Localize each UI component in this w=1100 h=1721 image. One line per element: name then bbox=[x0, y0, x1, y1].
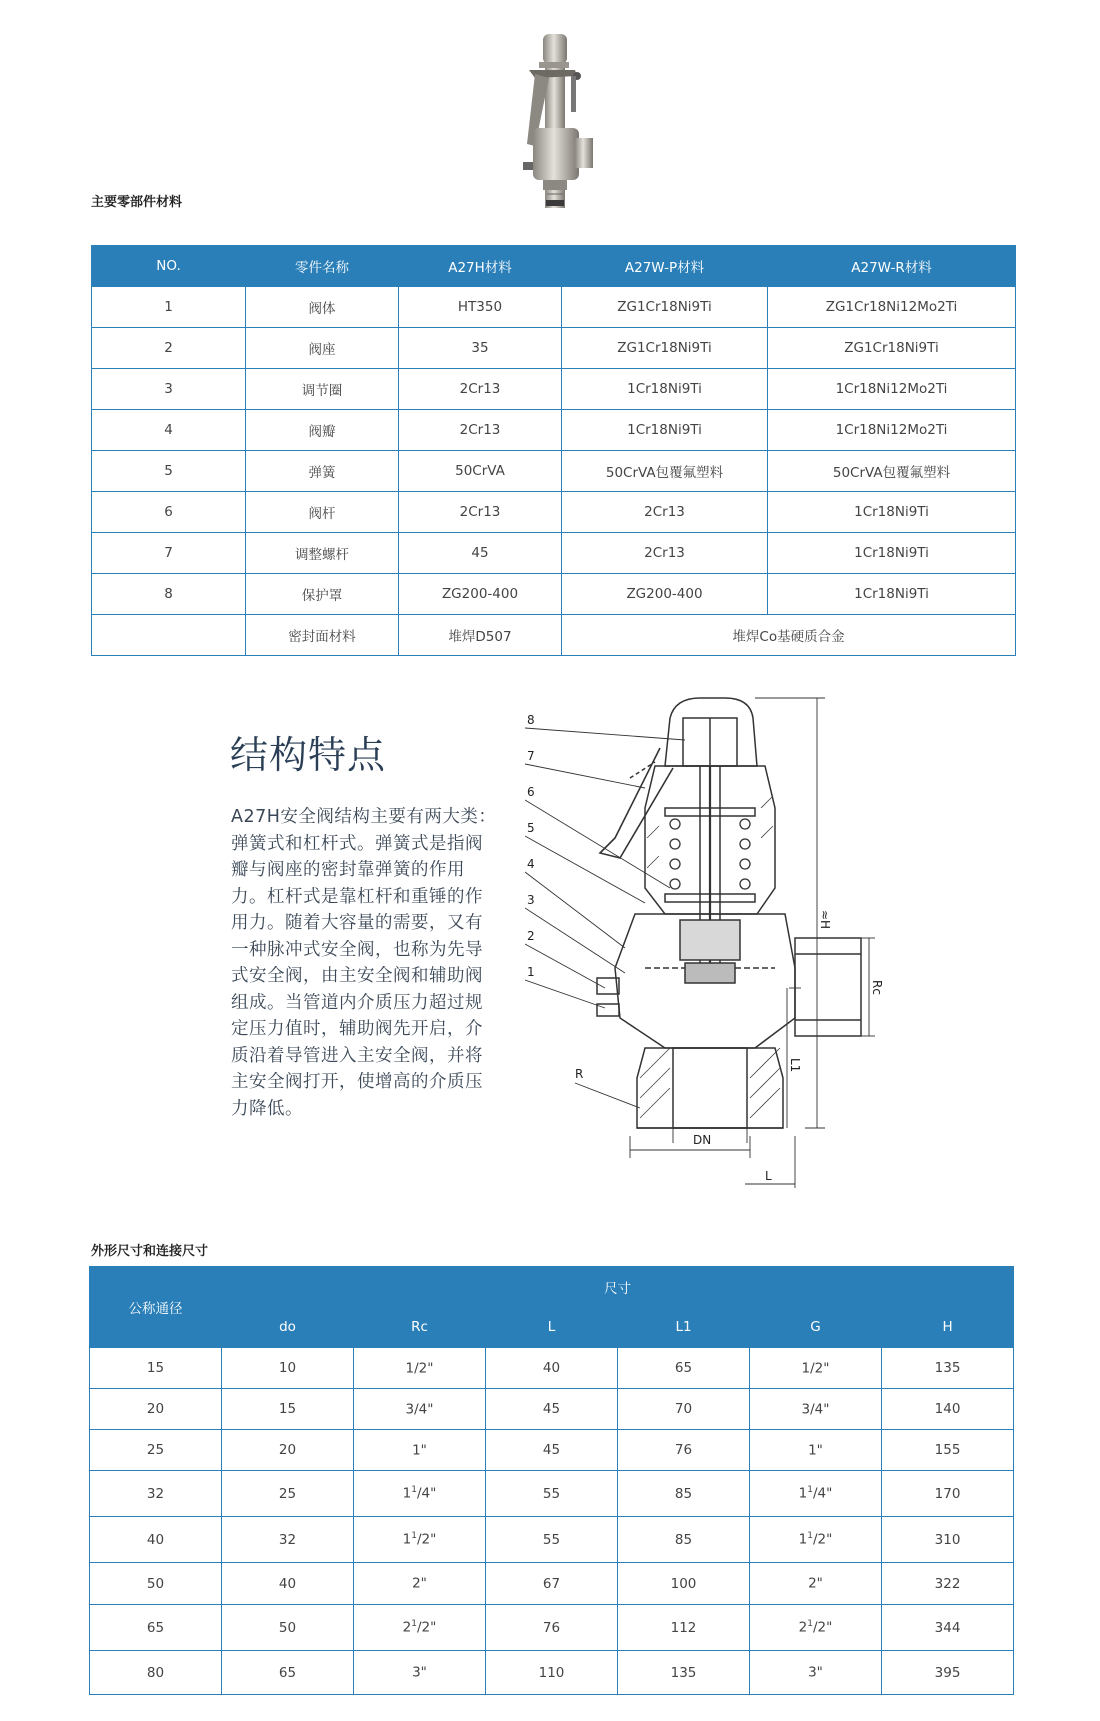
features-line: 一种脉冲式安全阀，也称为先导 bbox=[231, 939, 483, 960]
cell: 45 bbox=[399, 533, 562, 574]
cell: 55 bbox=[486, 1517, 618, 1563]
cell: 1Cr18Ni9Ti bbox=[768, 574, 1016, 615]
valve-cross-section-diagram bbox=[525, 688, 915, 1188]
cell: 76 bbox=[486, 1605, 618, 1651]
cell: 3/4" bbox=[354, 1389, 486, 1430]
features-line: 用力。随着大容量的需要，又有 bbox=[231, 913, 483, 933]
table-row bbox=[92, 287, 1016, 328]
cell: 2Cr13 bbox=[562, 492, 768, 533]
cell: 2Cr13 bbox=[399, 410, 562, 451]
col-header-l1: L1 bbox=[618, 1307, 750, 1348]
features-line: A27H安全阀结构主要有两大类： bbox=[231, 807, 497, 827]
cell: 50CrVA bbox=[399, 451, 562, 492]
cell: 阀座 bbox=[246, 328, 399, 369]
col-header-a27w-r: A27W-R材料 bbox=[768, 246, 1016, 287]
features-line: 主安全阀打开，使增高的介质压 bbox=[231, 1072, 483, 1092]
cell: 弹簧 bbox=[246, 451, 399, 492]
cell: 20 bbox=[222, 1430, 354, 1471]
cell: 395 bbox=[882, 1651, 1014, 1695]
cell: ZG1Cr18Ni9Ti bbox=[768, 328, 1016, 369]
cell: 阀瓣 bbox=[246, 410, 399, 451]
cell: 1Cr18Ni12Mo2Ti bbox=[768, 369, 1016, 410]
features-text bbox=[231, 804, 521, 1122]
part-number-label: 7 bbox=[527, 749, 535, 763]
cell: 1Cr18Ni9Ti bbox=[768, 533, 1016, 574]
cell: 5 bbox=[92, 451, 246, 492]
table-row bbox=[92, 451, 1016, 492]
cell: ZG1Cr18Ni12Mo2Ti bbox=[768, 287, 1016, 328]
cell: $2^1/2$" bbox=[354, 1605, 486, 1651]
cell: 2Cr13 bbox=[399, 492, 562, 533]
cell: 50 bbox=[222, 1605, 354, 1651]
cell: ZG1Cr18Ni9Ti bbox=[562, 328, 768, 369]
features-line: 质沿着导管进入主安全阀，并将 bbox=[231, 1045, 483, 1066]
cell: 1/2" bbox=[750, 1348, 882, 1389]
table-row bbox=[92, 533, 1016, 574]
cell: 堆焊D507 bbox=[399, 615, 562, 656]
col-header-do: do bbox=[222, 1307, 354, 1348]
features-title: 结构特点 bbox=[230, 733, 387, 777]
features-line: 组成。当管道内介质压力超过规 bbox=[231, 992, 483, 1013]
table-row bbox=[90, 1517, 1014, 1563]
cell: 45 bbox=[486, 1389, 618, 1430]
cell: 1Cr18Ni12Mo2Ti bbox=[768, 410, 1016, 451]
table-row bbox=[90, 1471, 1014, 1517]
cell: 55 bbox=[486, 1471, 618, 1517]
cell: $1^1/4$" bbox=[750, 1471, 882, 1517]
cell: 1Cr18Ni9Ti bbox=[562, 410, 768, 451]
cell: 7 bbox=[92, 533, 246, 574]
cell: 65 bbox=[618, 1348, 750, 1389]
cell: 2" bbox=[354, 1563, 486, 1605]
col-header-a27w-p: A27W-P材料 bbox=[562, 246, 768, 287]
cell: 32 bbox=[222, 1517, 354, 1563]
cell: $1^1/4$" bbox=[354, 1471, 486, 1517]
table-row bbox=[90, 1651, 1014, 1695]
cell: 110 bbox=[486, 1651, 618, 1695]
cell: 10 bbox=[222, 1348, 354, 1389]
cell: 1Cr18Ni9Ti bbox=[562, 369, 768, 410]
cell: 25 bbox=[222, 1471, 354, 1517]
cell: 65 bbox=[90, 1605, 222, 1651]
product-photo bbox=[505, 26, 605, 216]
dimensions-section-title: 外形尺寸和连接尺寸 bbox=[91, 1244, 209, 1259]
cell: 32 bbox=[90, 1471, 222, 1517]
cell: 67 bbox=[486, 1563, 618, 1605]
col-header-no: NO. bbox=[92, 246, 246, 287]
col-header-a27h: A27H材料 bbox=[399, 246, 562, 287]
cell: 2Cr13 bbox=[562, 533, 768, 574]
cell: 2 bbox=[92, 328, 246, 369]
cell: 135 bbox=[618, 1651, 750, 1695]
cell: $1^1/2$" bbox=[750, 1517, 882, 1563]
table-row-seal bbox=[92, 615, 1016, 656]
part-number-label: 5 bbox=[527, 821, 535, 835]
cell: ZG200-400 bbox=[399, 574, 562, 615]
cell: 85 bbox=[618, 1517, 750, 1563]
cell: 135 bbox=[882, 1348, 1014, 1389]
cell: 1 bbox=[92, 287, 246, 328]
cell: 50CrVA包覆氟塑料 bbox=[768, 451, 1016, 492]
cell: 170 bbox=[882, 1471, 1014, 1517]
cell: 140 bbox=[882, 1389, 1014, 1430]
cell: 50 bbox=[90, 1563, 222, 1605]
features-line: 瓣与阀座的密封靠弹簧的作用 bbox=[231, 860, 465, 880]
cell: 100 bbox=[618, 1563, 750, 1605]
cell: 40 bbox=[222, 1563, 354, 1605]
cell: 8 bbox=[92, 574, 246, 615]
cell: 50CrVA包覆氟塑料 bbox=[562, 451, 768, 492]
col-header-g: G bbox=[750, 1307, 882, 1348]
cell: 310 bbox=[882, 1517, 1014, 1563]
cell: 65 bbox=[222, 1651, 354, 1695]
cell: 6 bbox=[92, 492, 246, 533]
part-number-label: 8 bbox=[527, 713, 535, 727]
cell: 3" bbox=[750, 1651, 882, 1695]
features-line: 力。杠杆式是靠杠杆和重锤的作 bbox=[231, 886, 483, 907]
cell: 调节圈 bbox=[246, 369, 399, 410]
cell: 344 bbox=[882, 1605, 1014, 1651]
dim-label-r: R bbox=[575, 1067, 584, 1081]
cell: 1Cr18Ni9Ti bbox=[768, 492, 1016, 533]
dim-label-l: L bbox=[765, 1169, 772, 1183]
cell: 40 bbox=[90, 1517, 222, 1563]
part-number-label: 1 bbox=[527, 965, 535, 979]
cell: 15 bbox=[90, 1348, 222, 1389]
part-number-label: 6 bbox=[527, 785, 535, 799]
cell: $1^1/2$" bbox=[354, 1517, 486, 1563]
part-number-label: 3 bbox=[527, 893, 535, 907]
features-line: 力降低。 bbox=[231, 1098, 303, 1119]
cell: 15 bbox=[222, 1389, 354, 1430]
table-row bbox=[92, 574, 1016, 615]
materials-table bbox=[91, 245, 1016, 656]
cell: 45 bbox=[486, 1430, 618, 1471]
table-row bbox=[90, 1348, 1014, 1389]
col-header-part-name: 零件名称 bbox=[246, 246, 399, 287]
cell: 155 bbox=[882, 1430, 1014, 1471]
cell: 76 bbox=[618, 1430, 750, 1471]
materials-section-title: 主要零部件材料 bbox=[91, 195, 183, 210]
cell bbox=[92, 615, 246, 656]
part-number-label: 4 bbox=[527, 857, 535, 871]
col-header-l: L bbox=[486, 1307, 618, 1348]
part-number-label: 2 bbox=[527, 929, 535, 943]
dim-label-rc: Rc bbox=[870, 980, 884, 995]
cell: 70 bbox=[618, 1389, 750, 1430]
cell: ZG1Cr18Ni9Ti bbox=[562, 287, 768, 328]
table-row bbox=[90, 1389, 1014, 1430]
cell: 20 bbox=[90, 1389, 222, 1430]
cell: $2^1/2$" bbox=[750, 1605, 882, 1651]
table-row bbox=[90, 1563, 1014, 1605]
cell: 35 bbox=[399, 328, 562, 369]
cell: 3 bbox=[92, 369, 246, 410]
cell: 4 bbox=[92, 410, 246, 451]
cell: 1/2" bbox=[354, 1348, 486, 1389]
cell: 322 bbox=[882, 1563, 1014, 1605]
cell: 3/4" bbox=[750, 1389, 882, 1430]
cell: HT350 bbox=[399, 287, 562, 328]
col-header-nominal-diameter: 公称通径 bbox=[90, 1267, 222, 1348]
table-row bbox=[90, 1605, 1014, 1651]
cell: 1" bbox=[354, 1430, 486, 1471]
table-row bbox=[92, 492, 1016, 533]
cell: 阀体 bbox=[246, 287, 399, 328]
cell: ZG200-400 bbox=[562, 574, 768, 615]
cell: 保护罩 bbox=[246, 574, 399, 615]
cell: 调整螺杆 bbox=[246, 533, 399, 574]
table-row bbox=[90, 1430, 1014, 1471]
dim-label-h: ≈H bbox=[818, 910, 832, 930]
cell: 25 bbox=[90, 1430, 222, 1471]
cell: 密封面材料 bbox=[246, 615, 399, 656]
table-row bbox=[92, 328, 1016, 369]
features-line: 弹簧式和杠杆式。弹簧式是指阀 bbox=[231, 833, 483, 854]
dim-label-dn: DN bbox=[693, 1133, 712, 1147]
col-header-h: H bbox=[882, 1307, 1014, 1348]
table-row bbox=[92, 369, 1016, 410]
cell: 3" bbox=[354, 1651, 486, 1695]
dim-label-l1: L1 bbox=[788, 1058, 802, 1073]
cell: 2Cr13 bbox=[399, 369, 562, 410]
cell: 1" bbox=[750, 1430, 882, 1471]
features-line: 式安全阀，由主安全阀和辅助阀 bbox=[231, 966, 483, 986]
cell: 85 bbox=[618, 1471, 750, 1517]
cell: 堆焊Co基硬质合金 bbox=[562, 615, 1016, 656]
cell: 112 bbox=[618, 1605, 750, 1651]
cell: 80 bbox=[90, 1651, 222, 1695]
col-header-rc: Rc bbox=[354, 1307, 486, 1348]
cell: 40 bbox=[486, 1348, 618, 1389]
dimensions-table bbox=[89, 1266, 1014, 1695]
features-line: 定压力值时，辅助阀先开启，介 bbox=[231, 1019, 483, 1039]
cell: 2" bbox=[750, 1563, 882, 1605]
col-header-group-size: 尺寸 bbox=[222, 1267, 1014, 1307]
table-row bbox=[92, 410, 1016, 451]
cell: 阀杆 bbox=[246, 492, 399, 533]
